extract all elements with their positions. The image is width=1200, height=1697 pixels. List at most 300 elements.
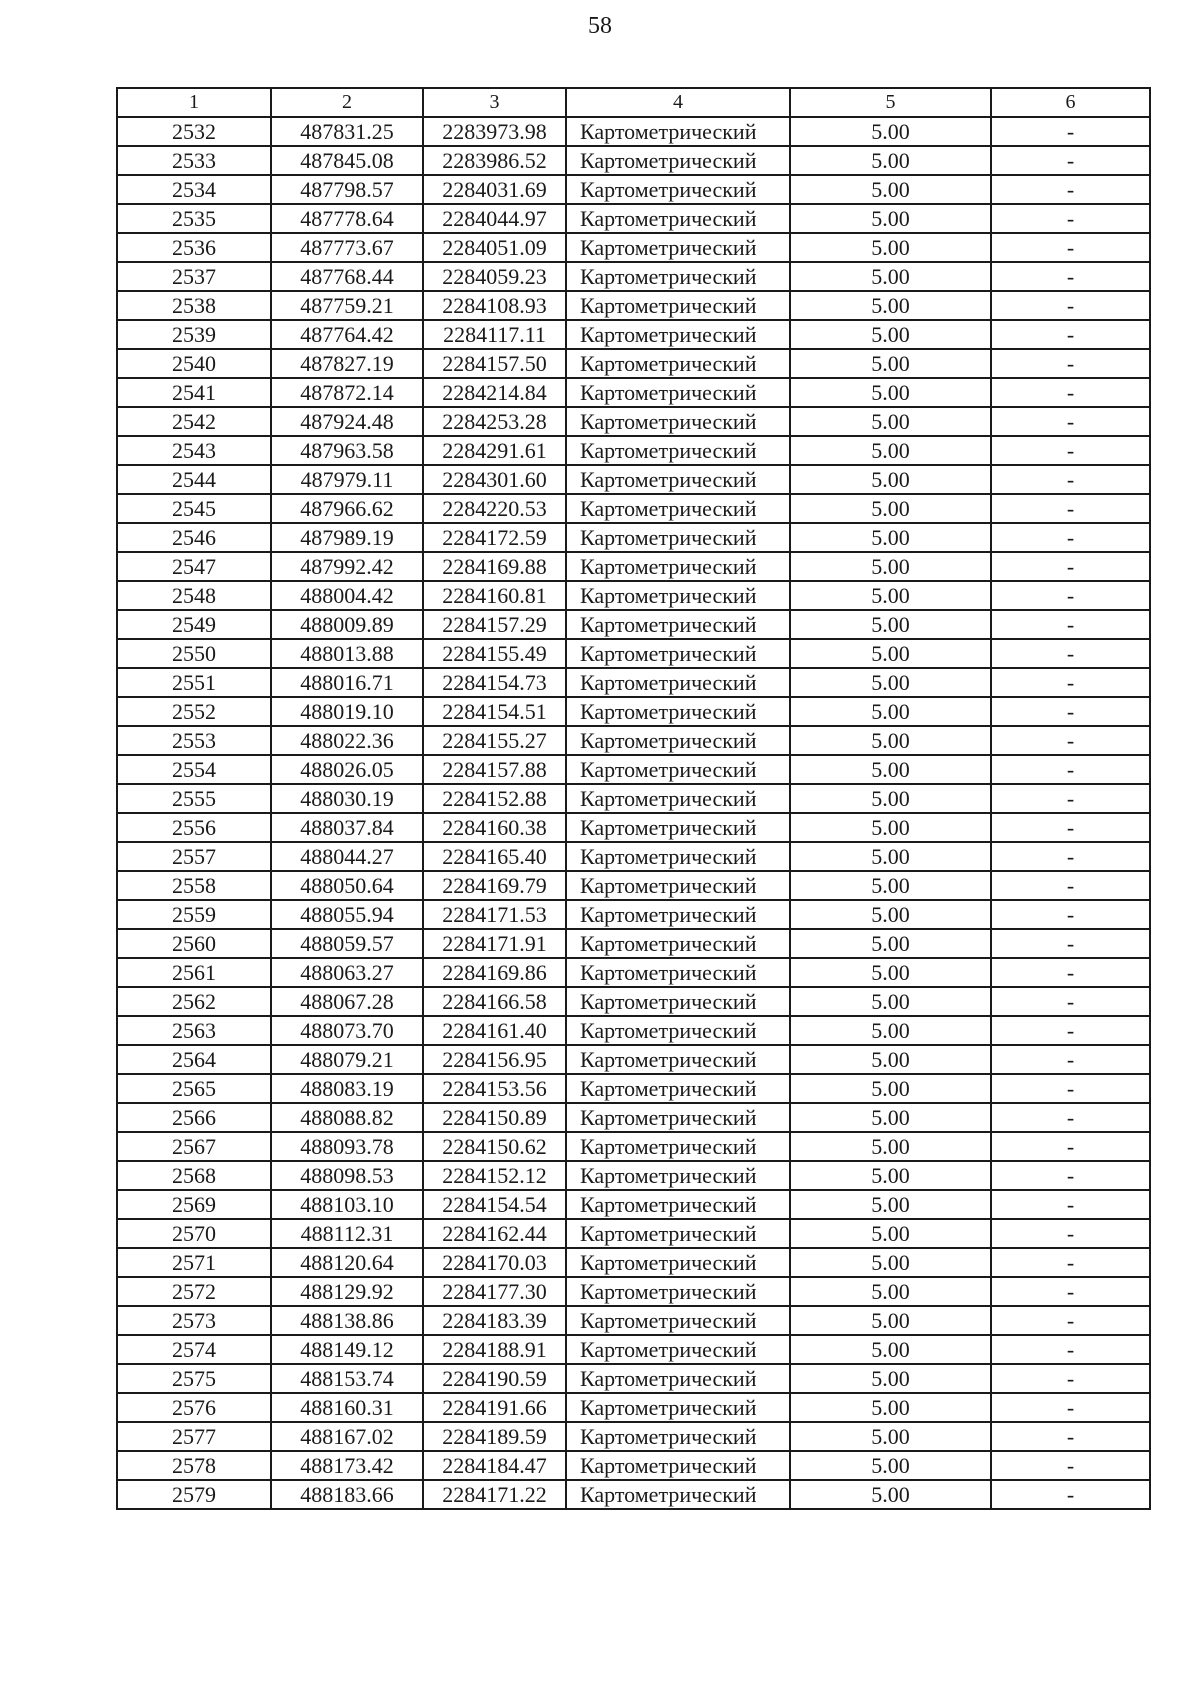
- x-coordinate-cell: 488009.89: [271, 610, 423, 639]
- table-row: [117, 233, 1150, 262]
- precision-cell: 5.00: [790, 1248, 991, 1277]
- table-row: [117, 465, 1150, 494]
- y-coordinate-cell: 2284171.53: [423, 900, 566, 929]
- x-coordinate-cell: 488088.82: [271, 1103, 423, 1132]
- y-coordinate-cell: 2284171.91: [423, 929, 566, 958]
- precision-cell: 5.00: [790, 1219, 991, 1248]
- table-row: [117, 1364, 1150, 1393]
- description-cell: -: [991, 1480, 1150, 1509]
- y-coordinate-cell: 2284169.88: [423, 552, 566, 581]
- point-number-cell: 2576: [117, 1393, 271, 1422]
- method-cell: Картометрический: [566, 262, 790, 291]
- description-cell: -: [991, 146, 1150, 175]
- point-number-cell: 2544: [117, 465, 271, 494]
- table-row: [117, 1422, 1150, 1451]
- precision-cell: 5.00: [790, 987, 991, 1016]
- point-number-cell: 2572: [117, 1277, 271, 1306]
- method-cell: Картометрический: [566, 552, 790, 581]
- table-row: [117, 1335, 1150, 1364]
- point-number-cell: 2552: [117, 697, 271, 726]
- x-coordinate-cell: 488149.12: [271, 1335, 423, 1364]
- description-cell: -: [991, 1219, 1150, 1248]
- description-cell: -: [991, 697, 1150, 726]
- precision-cell: 5.00: [790, 1422, 991, 1451]
- table-row: [117, 349, 1150, 378]
- point-number-cell: 2569: [117, 1190, 271, 1219]
- x-coordinate-cell: 488044.27: [271, 842, 423, 871]
- description-cell: -: [991, 233, 1150, 262]
- method-cell: Картометрический: [566, 436, 790, 465]
- method-cell: Картометрический: [566, 378, 790, 407]
- y-coordinate-cell: 2284171.22: [423, 1480, 566, 1509]
- precision-cell: 5.00: [790, 1335, 991, 1364]
- point-number-cell: 2570: [117, 1219, 271, 1248]
- point-number-cell: 2557: [117, 842, 271, 871]
- y-coordinate-cell: 2284157.29: [423, 610, 566, 639]
- table-row: [117, 1277, 1150, 1306]
- method-cell: Картометрический: [566, 1422, 790, 1451]
- method-cell: Картометрический: [566, 465, 790, 494]
- point-number-cell: 2558: [117, 871, 271, 900]
- point-number-cell: 2548: [117, 581, 271, 610]
- point-number-cell: 2534: [117, 175, 271, 204]
- point-number-cell: 2553: [117, 726, 271, 755]
- coordinates-table: [116, 87, 1151, 1510]
- y-coordinate-cell: 2284155.27: [423, 726, 566, 755]
- method-cell: Картометрический: [566, 146, 790, 175]
- point-number-cell: 2549: [117, 610, 271, 639]
- x-coordinate-cell: 487992.42: [271, 552, 423, 581]
- method-cell: Картометрический: [566, 1103, 790, 1132]
- point-number-cell: 2538: [117, 291, 271, 320]
- method-cell: Картометрический: [566, 1480, 790, 1509]
- header-col-1: 1: [117, 88, 271, 117]
- precision-cell: 5.00: [790, 1132, 991, 1161]
- x-coordinate-cell: 488063.27: [271, 958, 423, 987]
- y-coordinate-cell: 2284162.44: [423, 1219, 566, 1248]
- precision-cell: 5.00: [790, 958, 991, 987]
- precision-cell: 5.00: [790, 1277, 991, 1306]
- table-row: [117, 958, 1150, 987]
- description-cell: -: [991, 1016, 1150, 1045]
- description-cell: -: [991, 262, 1150, 291]
- description-cell: -: [991, 610, 1150, 639]
- method-cell: Картометрический: [566, 523, 790, 552]
- y-coordinate-cell: 2284169.86: [423, 958, 566, 987]
- table-row: [117, 697, 1150, 726]
- point-number-cell: 2577: [117, 1422, 271, 1451]
- point-number-cell: 2533: [117, 146, 271, 175]
- precision-cell: 5.00: [790, 1451, 991, 1480]
- method-cell: Картометрический: [566, 117, 790, 146]
- point-number-cell: 2571: [117, 1248, 271, 1277]
- y-coordinate-cell: 2284220.53: [423, 494, 566, 523]
- precision-cell: 5.00: [790, 900, 991, 929]
- x-coordinate-cell: 488059.57: [271, 929, 423, 958]
- precision-cell: 5.00: [790, 1393, 991, 1422]
- table-row: [117, 1016, 1150, 1045]
- point-number-cell: 2540: [117, 349, 271, 378]
- x-coordinate-cell: 488160.31: [271, 1393, 423, 1422]
- table-row: [117, 1074, 1150, 1103]
- precision-cell: 5.00: [790, 813, 991, 842]
- y-coordinate-cell: 2284155.49: [423, 639, 566, 668]
- method-cell: Картометрический: [566, 204, 790, 233]
- y-coordinate-cell: 2284154.51: [423, 697, 566, 726]
- point-number-cell: 2566: [117, 1103, 271, 1132]
- precision-cell: 5.00: [790, 1074, 991, 1103]
- method-cell: Картометрический: [566, 929, 790, 958]
- y-coordinate-cell: 2284190.59: [423, 1364, 566, 1393]
- y-coordinate-cell: 2284166.58: [423, 987, 566, 1016]
- point-number-cell: 2541: [117, 378, 271, 407]
- table-row: [117, 117, 1150, 146]
- description-cell: -: [991, 349, 1150, 378]
- method-cell: Картометрический: [566, 668, 790, 697]
- method-cell: Картометрический: [566, 1190, 790, 1219]
- method-cell: Картометрический: [566, 958, 790, 987]
- y-coordinate-cell: 2284044.97: [423, 204, 566, 233]
- method-cell: Картометрический: [566, 1045, 790, 1074]
- point-number-cell: 2535: [117, 204, 271, 233]
- point-number-cell: 2537: [117, 262, 271, 291]
- method-cell: Картометрический: [566, 1132, 790, 1161]
- y-coordinate-cell: 2284214.84: [423, 378, 566, 407]
- y-coordinate-cell: 2284170.03: [423, 1248, 566, 1277]
- precision-cell: 5.00: [790, 1016, 991, 1045]
- x-coordinate-cell: 488173.42: [271, 1451, 423, 1480]
- method-cell: Картометрический: [566, 320, 790, 349]
- description-cell: -: [991, 581, 1150, 610]
- precision-cell: 5.00: [790, 697, 991, 726]
- description-cell: -: [991, 929, 1150, 958]
- method-cell: Картометрический: [566, 233, 790, 262]
- table-row: [117, 378, 1150, 407]
- description-cell: -: [991, 726, 1150, 755]
- precision-cell: 5.00: [790, 320, 991, 349]
- x-coordinate-cell: 488083.19: [271, 1074, 423, 1103]
- precision-cell: 5.00: [790, 1190, 991, 1219]
- table-row: [117, 291, 1150, 320]
- x-coordinate-cell: 488019.10: [271, 697, 423, 726]
- y-coordinate-cell: 2284184.47: [423, 1451, 566, 1480]
- point-number-cell: 2579: [117, 1480, 271, 1509]
- point-number-cell: 2556: [117, 813, 271, 842]
- method-cell: Картометрический: [566, 842, 790, 871]
- table-row: [117, 146, 1150, 175]
- description-cell: -: [991, 1161, 1150, 1190]
- precision-cell: 5.00: [790, 523, 991, 552]
- point-number-cell: 2564: [117, 1045, 271, 1074]
- y-coordinate-cell: 2284152.88: [423, 784, 566, 813]
- point-number-cell: 2542: [117, 407, 271, 436]
- description-cell: -: [991, 407, 1150, 436]
- page-number: 58: [588, 13, 612, 39]
- table-row: [117, 436, 1150, 465]
- x-coordinate-cell: 488050.64: [271, 871, 423, 900]
- precision-cell: 5.00: [790, 842, 991, 871]
- table-row: [117, 262, 1150, 291]
- precision-cell: 5.00: [790, 494, 991, 523]
- point-number-cell: 2539: [117, 320, 271, 349]
- y-coordinate-cell: 2284117.11: [423, 320, 566, 349]
- x-coordinate-cell: 487778.64: [271, 204, 423, 233]
- x-coordinate-cell: 487924.48: [271, 407, 423, 436]
- x-coordinate-cell: 488067.28: [271, 987, 423, 1016]
- description-cell: -: [991, 1190, 1150, 1219]
- description-cell: -: [991, 378, 1150, 407]
- table-row: [117, 784, 1150, 813]
- description-cell: -: [991, 117, 1150, 146]
- description-cell: -: [991, 1074, 1150, 1103]
- method-cell: Картометрический: [566, 610, 790, 639]
- description-cell: -: [991, 958, 1150, 987]
- table-row: [117, 1103, 1150, 1132]
- precision-cell: 5.00: [790, 291, 991, 320]
- header-col-6: 6: [991, 88, 1150, 117]
- precision-cell: 5.00: [790, 436, 991, 465]
- x-coordinate-cell: 488120.64: [271, 1248, 423, 1277]
- x-coordinate-cell: 488138.86: [271, 1306, 423, 1335]
- y-coordinate-cell: 2284156.95: [423, 1045, 566, 1074]
- description-cell: -: [991, 1335, 1150, 1364]
- precision-cell: 5.00: [790, 1161, 991, 1190]
- x-coordinate-cell: 488079.21: [271, 1045, 423, 1074]
- method-cell: Картометрический: [566, 407, 790, 436]
- method-cell: Картометрический: [566, 1161, 790, 1190]
- method-cell: Картометрический: [566, 726, 790, 755]
- y-coordinate-cell: 2284108.93: [423, 291, 566, 320]
- precision-cell: 5.00: [790, 407, 991, 436]
- description-cell: -: [991, 320, 1150, 349]
- table-row: [117, 1219, 1150, 1248]
- x-coordinate-cell: 488167.02: [271, 1422, 423, 1451]
- precision-cell: 5.00: [790, 581, 991, 610]
- description-cell: -: [991, 1277, 1150, 1306]
- y-coordinate-cell: 2284150.89: [423, 1103, 566, 1132]
- description-cell: -: [991, 987, 1150, 1016]
- y-coordinate-cell: 2284188.91: [423, 1335, 566, 1364]
- precision-cell: 5.00: [790, 1306, 991, 1335]
- y-coordinate-cell: 2284189.59: [423, 1422, 566, 1451]
- precision-cell: 5.00: [790, 378, 991, 407]
- method-cell: Картометрический: [566, 1335, 790, 1364]
- table-row: [117, 320, 1150, 349]
- description-cell: -: [991, 1364, 1150, 1393]
- x-coordinate-cell: 488183.66: [271, 1480, 423, 1509]
- method-cell: Картометрический: [566, 755, 790, 784]
- x-coordinate-cell: 488026.05: [271, 755, 423, 784]
- precision-cell: 5.00: [790, 755, 991, 784]
- table-row: [117, 581, 1150, 610]
- x-coordinate-cell: 487768.44: [271, 262, 423, 291]
- header-col-5: 5: [790, 88, 991, 117]
- point-number-cell: 2551: [117, 668, 271, 697]
- precision-cell: 5.00: [790, 233, 991, 262]
- table-row: [117, 523, 1150, 552]
- description-cell: -: [991, 1103, 1150, 1132]
- table-row: [117, 552, 1150, 581]
- table-body: [117, 117, 1150, 1509]
- table-row: [117, 755, 1150, 784]
- table-row: [117, 494, 1150, 523]
- table-row: [117, 1132, 1150, 1161]
- description-cell: -: [991, 465, 1150, 494]
- description-cell: -: [991, 900, 1150, 929]
- y-coordinate-cell: 2284165.40: [423, 842, 566, 871]
- method-cell: Картометрический: [566, 1393, 790, 1422]
- precision-cell: 5.00: [790, 726, 991, 755]
- method-cell: Картометрический: [566, 784, 790, 813]
- x-coordinate-cell: 487963.58: [271, 436, 423, 465]
- description-cell: -: [991, 204, 1150, 233]
- table-row: [117, 726, 1150, 755]
- y-coordinate-cell: 2284160.81: [423, 581, 566, 610]
- point-number-cell: 2555: [117, 784, 271, 813]
- y-coordinate-cell: 2284154.54: [423, 1190, 566, 1219]
- x-coordinate-cell: 487773.67: [271, 233, 423, 262]
- y-coordinate-cell: 2283973.98: [423, 117, 566, 146]
- point-number-cell: 2543: [117, 436, 271, 465]
- x-coordinate-cell: 487798.57: [271, 175, 423, 204]
- x-coordinate-cell: 487845.08: [271, 146, 423, 175]
- y-coordinate-cell: 2284157.50: [423, 349, 566, 378]
- table-row: [117, 1161, 1150, 1190]
- method-cell: Картометрический: [566, 900, 790, 929]
- precision-cell: 5.00: [790, 668, 991, 697]
- method-cell: Картометрический: [566, 291, 790, 320]
- description-cell: -: [991, 494, 1150, 523]
- table-row: [117, 842, 1150, 871]
- method-cell: Картометрический: [566, 494, 790, 523]
- table-row: [117, 987, 1150, 1016]
- method-cell: Картометрический: [566, 1219, 790, 1248]
- precision-cell: 5.00: [790, 465, 991, 494]
- point-number-cell: 2574: [117, 1335, 271, 1364]
- x-coordinate-cell: 487979.11: [271, 465, 423, 494]
- x-coordinate-cell: 488030.19: [271, 784, 423, 813]
- method-cell: Картометрический: [566, 1277, 790, 1306]
- x-coordinate-cell: 488016.71: [271, 668, 423, 697]
- precision-cell: 5.00: [790, 1103, 991, 1132]
- point-number-cell: 2545: [117, 494, 271, 523]
- table-row: [117, 1480, 1150, 1509]
- method-cell: Картометрический: [566, 175, 790, 204]
- table-row: [117, 1045, 1150, 1074]
- x-coordinate-cell: 487966.62: [271, 494, 423, 523]
- method-cell: Картометрический: [566, 813, 790, 842]
- precision-cell: 5.00: [790, 871, 991, 900]
- y-coordinate-cell: 2284191.66: [423, 1393, 566, 1422]
- description-cell: -: [991, 639, 1150, 668]
- table-row: [117, 668, 1150, 697]
- description-cell: -: [991, 842, 1150, 871]
- point-number-cell: 2561: [117, 958, 271, 987]
- table-header: [117, 88, 1150, 117]
- method-cell: Картометрический: [566, 987, 790, 1016]
- x-coordinate-cell: 488153.74: [271, 1364, 423, 1393]
- precision-cell: 5.00: [790, 1045, 991, 1074]
- method-cell: Картометрический: [566, 1248, 790, 1277]
- y-coordinate-cell: 2284301.60: [423, 465, 566, 494]
- table-row: [117, 1190, 1150, 1219]
- point-number-cell: 2563: [117, 1016, 271, 1045]
- header-row: [117, 88, 1150, 117]
- y-coordinate-cell: 2284031.69: [423, 175, 566, 204]
- y-coordinate-cell: 2284157.88: [423, 755, 566, 784]
- point-number-cell: 2578: [117, 1451, 271, 1480]
- x-coordinate-cell: 487759.21: [271, 291, 423, 320]
- description-cell: -: [991, 291, 1150, 320]
- x-coordinate-cell: 488055.94: [271, 900, 423, 929]
- precision-cell: 5.00: [790, 262, 991, 291]
- table-row: [117, 1393, 1150, 1422]
- point-number-cell: 2567: [117, 1132, 271, 1161]
- method-cell: Картометрический: [566, 1364, 790, 1393]
- method-cell: Картометрический: [566, 871, 790, 900]
- x-coordinate-cell: 488129.92: [271, 1277, 423, 1306]
- description-cell: -: [991, 1451, 1150, 1480]
- table-row: [117, 407, 1150, 436]
- x-coordinate-cell: 488093.78: [271, 1132, 423, 1161]
- description-cell: -: [991, 871, 1150, 900]
- point-number-cell: 2547: [117, 552, 271, 581]
- x-coordinate-cell: 488073.70: [271, 1016, 423, 1045]
- table-row: [117, 1306, 1150, 1335]
- precision-cell: 5.00: [790, 929, 991, 958]
- x-coordinate-cell: 488098.53: [271, 1161, 423, 1190]
- precision-cell: 5.00: [790, 175, 991, 204]
- description-cell: -: [991, 1422, 1150, 1451]
- y-coordinate-cell: 2284183.39: [423, 1306, 566, 1335]
- header-col-3: 3: [423, 88, 566, 117]
- description-cell: -: [991, 523, 1150, 552]
- point-number-cell: 2532: [117, 117, 271, 146]
- table-row: [117, 929, 1150, 958]
- y-coordinate-cell: 2284154.73: [423, 668, 566, 697]
- y-coordinate-cell: 2284152.12: [423, 1161, 566, 1190]
- x-coordinate-cell: 487764.42: [271, 320, 423, 349]
- precision-cell: 5.00: [790, 146, 991, 175]
- table-row: [117, 813, 1150, 842]
- description-cell: -: [991, 175, 1150, 204]
- x-coordinate-cell: 488037.84: [271, 813, 423, 842]
- y-coordinate-cell: 2284253.28: [423, 407, 566, 436]
- table-row: [117, 639, 1150, 668]
- table-row: [117, 871, 1150, 900]
- point-number-cell: 2562: [117, 987, 271, 1016]
- y-coordinate-cell: 2284172.59: [423, 523, 566, 552]
- point-number-cell: 2550: [117, 639, 271, 668]
- precision-cell: 5.00: [790, 610, 991, 639]
- precision-cell: 5.00: [790, 117, 991, 146]
- method-cell: Картометрический: [566, 697, 790, 726]
- description-cell: -: [991, 784, 1150, 813]
- point-number-cell: 2546: [117, 523, 271, 552]
- point-number-cell: 2560: [117, 929, 271, 958]
- table-row: [117, 1451, 1150, 1480]
- precision-cell: 5.00: [790, 1480, 991, 1509]
- method-cell: Картометрический: [566, 581, 790, 610]
- x-coordinate-cell: 488004.42: [271, 581, 423, 610]
- description-cell: -: [991, 668, 1150, 697]
- point-number-cell: 2554: [117, 755, 271, 784]
- x-coordinate-cell: 487831.25: [271, 117, 423, 146]
- y-coordinate-cell: 2284150.62: [423, 1132, 566, 1161]
- point-number-cell: 2575: [117, 1364, 271, 1393]
- y-coordinate-cell: 2284153.56: [423, 1074, 566, 1103]
- precision-cell: 5.00: [790, 784, 991, 813]
